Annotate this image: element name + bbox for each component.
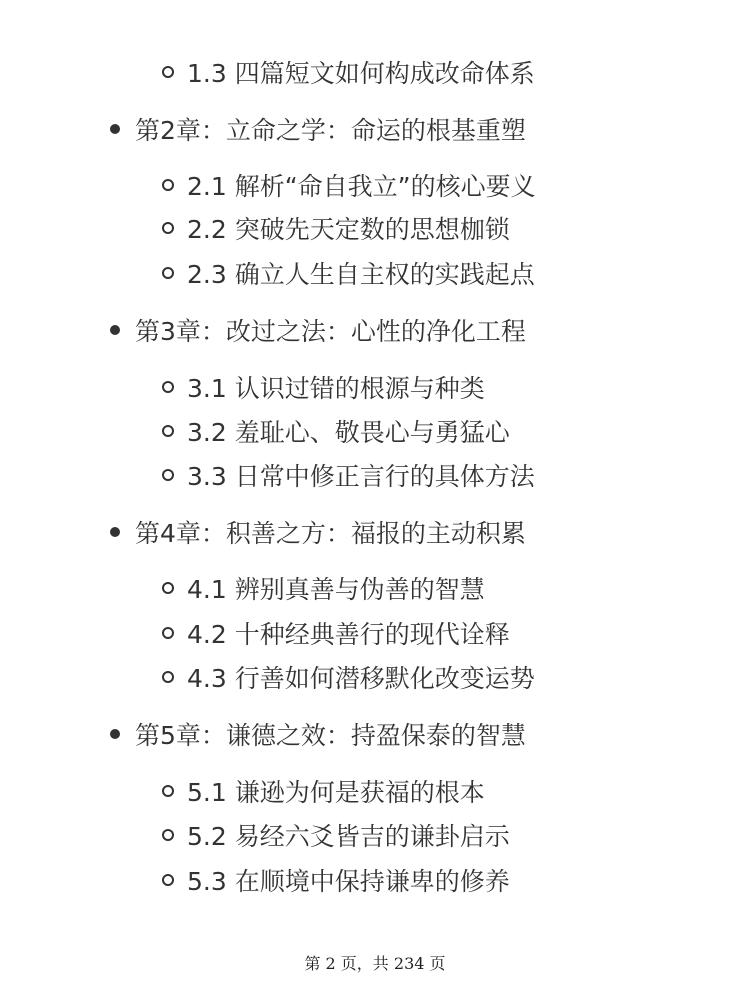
section-item-3-3 bbox=[0, 455, 750, 495]
section-item-4-1 bbox=[0, 568, 750, 608]
section-title: 5.3 在顺境中保持谦卑的修养 bbox=[187, 867, 510, 896]
circle-bullet-icon bbox=[162, 381, 174, 393]
section-title: 3.2 羞耻心、敬畏心与勇猛心 bbox=[187, 418, 510, 447]
circle-bullet-icon bbox=[162, 627, 174, 639]
section-title: 2.3 确立人生自主权的实践起点 bbox=[187, 260, 535, 289]
section-title: 4.1 辨别真善与伪善的智慧 bbox=[187, 575, 485, 604]
circle-bullet-icon bbox=[162, 267, 174, 279]
circle-bullet-icon bbox=[162, 66, 174, 78]
disc-bullet-icon bbox=[110, 527, 120, 537]
section-title: 2.1 解析“命自我立”的核心要义 bbox=[187, 172, 536, 201]
circle-bullet-icon bbox=[162, 671, 174, 683]
section-item-3-1 bbox=[0, 367, 750, 407]
section-title: 3.3 日常中修正言行的具体方法 bbox=[187, 462, 535, 491]
page-number-footer: 第 2 页，共 234 页 bbox=[304, 954, 446, 973]
section-item-4-2 bbox=[0, 613, 750, 653]
section-item-2-2 bbox=[0, 208, 750, 248]
chapter-title: 第3章：改过之法：心性的净化工程 bbox=[135, 317, 526, 346]
section-item-4-3 bbox=[0, 657, 750, 697]
disc-bullet-icon bbox=[110, 124, 120, 134]
circle-bullet-icon bbox=[162, 469, 174, 481]
section-title: 2.2 突破先天定数的思想枷锁 bbox=[187, 215, 510, 244]
section-item-5-2 bbox=[0, 815, 750, 855]
circle-bullet-icon bbox=[162, 222, 174, 234]
section-title: 4.2 十种经典善行的现代诠释 bbox=[187, 620, 510, 649]
section-title: 1.3 四篇短文如何构成改命体系 bbox=[187, 59, 535, 88]
chapter-item-3 bbox=[0, 310, 750, 350]
chapter-title: 第2章：立命之学：命运的根基重塑 bbox=[135, 116, 526, 145]
section-title: 3.1 认识过错的根源与种类 bbox=[187, 374, 485, 403]
section-item-1-3 bbox=[0, 52, 750, 92]
chapter-item-5 bbox=[0, 714, 750, 754]
section-title: 5.2 易经六爻皆吉的谦卦启示 bbox=[187, 822, 510, 851]
circle-bullet-icon bbox=[162, 582, 174, 594]
circle-bullet-icon bbox=[162, 179, 174, 191]
section-item-2-1 bbox=[0, 165, 750, 205]
section-item-2-3 bbox=[0, 253, 750, 293]
circle-bullet-icon bbox=[162, 874, 174, 886]
chapter-item-4 bbox=[0, 512, 750, 552]
section-item-5-1 bbox=[0, 771, 750, 811]
circle-bullet-icon bbox=[162, 785, 174, 797]
chapter-item-2 bbox=[0, 109, 750, 149]
circle-bullet-icon bbox=[162, 829, 174, 841]
chapter-title: 第5章：谦德之效：持盈保泰的智慧 bbox=[135, 721, 526, 750]
section-item-5-3 bbox=[0, 860, 750, 900]
disc-bullet-icon bbox=[110, 729, 120, 739]
chapter-title: 第4章：积善之方：福报的主动积累 bbox=[135, 519, 526, 548]
section-title: 4.3 行善如何潜移默化改变运势 bbox=[187, 664, 535, 693]
disc-bullet-icon bbox=[110, 325, 120, 335]
section-item-3-2 bbox=[0, 411, 750, 451]
section-title: 5.1 谦逊为何是获福的根本 bbox=[187, 778, 485, 807]
circle-bullet-icon bbox=[162, 425, 174, 437]
